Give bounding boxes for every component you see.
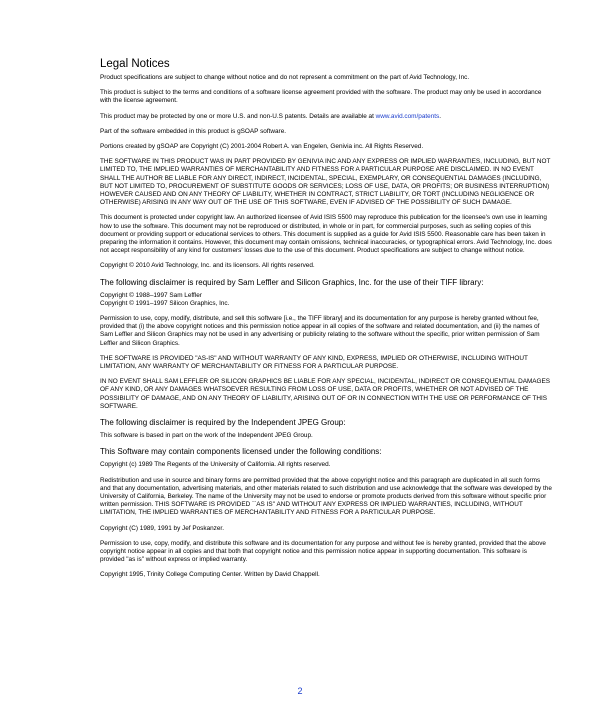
document-page [100,58,552,587]
tiff-warranty: THE SOFTWARE IS PROVIDED "AS-IS" AND WITHOUT WARRANTY OF ANY KIND, EXPRESS, IMPLIED OR OTHERWISE, INCLUDING WITHOUT LIMITATION, ANY WARRANTY OF MERCHANTABILITY OR FITNESS FOR A PARTICULAR PURPOSE. [100,354,528,371]
patents-end: . [439,112,442,120]
paragraph-genivia-disclaimer: THE SOFTWARE IN THIS PRODUCT WAS IN PART PROVIDED BY GENIVIA INC AND ANY EXPRESS OR IMPLIED WARRANTIES, INCLUDING, BUT NOT LIMITED TO, THE IMPLIED WARRANTIES OF MERCHANTABILITY AND FITNESS FOR A PARTICULAR PURPOSE ARE DISCLAIMED. IN NO EVENT SHALL THE AUTHOR BE LIABLE FOR ANY DIRECT, INDIRECT, INCIDENTAL, SPECIAL, EXEMPLARY, OR CONSEQUENTIAL DAMAGES (INCLUDING, BUT NOT LIMITED TO, PROCUREMENT OF SUBSTITUTE GOODS OR SERVICES; LOSS OF USE, DATA, OR PROFITS; OR BUSINESS INTERRUPTION) HOWEVER CAUSED AND ON ANY THEORY OF LIABILITY, WHETHER IN CONTRACT, STRICT LIABILITY, OR TORT (INCLUDING NEGLIGENCE OR OTHERWISE) ARISING IN ANY WAY OUT OF THE USE OF THIS SOFTWARE, EVEN IF ADVISED OF THE POSSIBILITY OF SUCH DAMAGE. [100,158,551,207]
tiff-copyright-2: Copyright © 1991–1997 Silicon Graphics, Inc. [100,299,230,307]
heading-jpeg: The following disclaimer is required by the Independent JPEG Group: [100,418,346,428]
paragraph-avid-copyright: Copyright © 2010 Avid Technology, Inc. and its licensors. All rights reserved. [100,262,315,270]
paragraph-gsoap-copyright: Portions created by gSOAP are Copyright (C) 2001-2004 Robert A. van Engelen, Genivia inc. All Rights Reserved. [100,143,424,151]
jpeg-notice: This software is based in part on the work of the Independent JPEG Group. [100,432,313,440]
heading-components: This Software may contain components licensed under the following conditions: [100,447,382,457]
page-number: 2 [297,686,303,696]
paragraph-specs: Product specifications are subject to change without notice and do not represent a commitment on the part of Avid Technology, Inc. [100,74,470,81]
poskanzer-copyright: Copyright (C) 1989, 1991 by Jef Poskanzer. [100,524,224,532]
tiff-copyrights [100,292,552,308]
heading-tiff: The following disclaimer is required by Sam Leffler and Silicon Graphics, Inc. for the use of their TIFF library: [100,277,484,287]
patents-text: This product may be protected by one or more U.S. and non-U.S patents. Details are available at [100,112,376,120]
uc-redistribution: Redistribution and use in source and binary forms are permitted provided that the above copyright notice and this paragraph are duplicated in all such forms and that any documentation, advertising materials, and other materials related to such distribution and use acknowledge that the software was developed by the University of California, Berkeley. The name of the University may not be used to endorse or promote products derived from this software without specific prior written permission. THIS SOFTWARE IS PROVIDED ``AS IS'' AND WITHOUT ANY EXPRESS OR IMPLIED WARRANTIES, INCLUDING, WITHOUT LIMITATION, THE IMPLIED WARRANTIES OF MERCHANTABILITY AND FITNESS FOR A PARTICULAR PURPOSE. [100,476,552,517]
page-title: Legal Notices [100,58,170,70]
paragraph-license: This product is subject to the terms and conditions of a software license agreement provided with the software. The product may only be used in accordance with the license agreement. [100,89,542,105]
patents-link[interactable]: www.avid.com/patents [375,112,440,120]
paragraph-gsoap: Part of the software embedded in this product is gSOAP software. [100,127,287,135]
trinity-copyright: Copyright 1995, Trinity College Computing Center. Written by David Chappell. [100,571,320,579]
paragraph-patents [100,113,552,121]
tiff-permission: Permission to use, copy, modify, distribute, and sell this software [i.e., the TIFF library] and its documentation for any purpose is hereby granted without fee, provided that (i) the above copyright notices and this permission notice appear in all copies of the software and related documentation, and (ii) the names of Sam Leffler and Silicon Graphics may not be used in any advertising or publicity relating to the software without the specific, prior written permission of Sam Leffler and Silicon Graphics. [100,315,540,347]
tiff-liability: IN NO EVENT SHALL SAM LEFFLER OR SILICON GRAPHICS BE LIABLE FOR ANY SPECIAL, INCIDENTAL, INDIRECT OR CONSEQUENTIAL DAMAGES OF ANY KIND, OR ANY DAMAGES WHATSOEVER RESULTING FROM LOSS OF USE, DATA OR PROFITS, WHETHER OR NOT ADVISED OF THE POSSIBILITY OF DAMAGE, AND ON ANY THEORY OF LIABILITY, ARISING OUT OF OR IN CONNECTION WITH THE USE OR PERFORMANCE OF THIS SOFTWARE. [100,378,551,410]
tiff-copyright-1: Copyright © 1988–1997 Sam Leffler [100,291,202,299]
uc-copyright: Copyright (c) 1989 The Regents of the University of California. All rights reserved. [100,461,331,469]
poskanzer-permission: Permission to use, copy, modify, and distribute this software and its documentation for any purpose and without fee is hereby granted, provided that the above copyright notice appear in all copies and that both that copyright notice and this permission notice appear in supporting documentation. This software is provided "as is" without express or implied warranty. [100,539,546,564]
paragraph-copyright-law: This document is protected under copyright law. An authorized licensee of Avid ISIS 5500 may reproduce this publication for the licensee's own use in learning how to use the software. This document may not be reproduced or distributed, in whole or in part, for commercial purposes, such as selling copies of this document or providing support or educational services to others. This document is supplied as a guide for Avid ISIS 5500. Reasonable care has been taken in preparing the information it contains. However, this document may contain omissions, technical inaccuracies, or typographical errors. Avid Technology, Inc. does not accept responsibility of any kind for customers' losses due to the use of this document. Product specifications are subject to change without notice. [100,214,552,255]
